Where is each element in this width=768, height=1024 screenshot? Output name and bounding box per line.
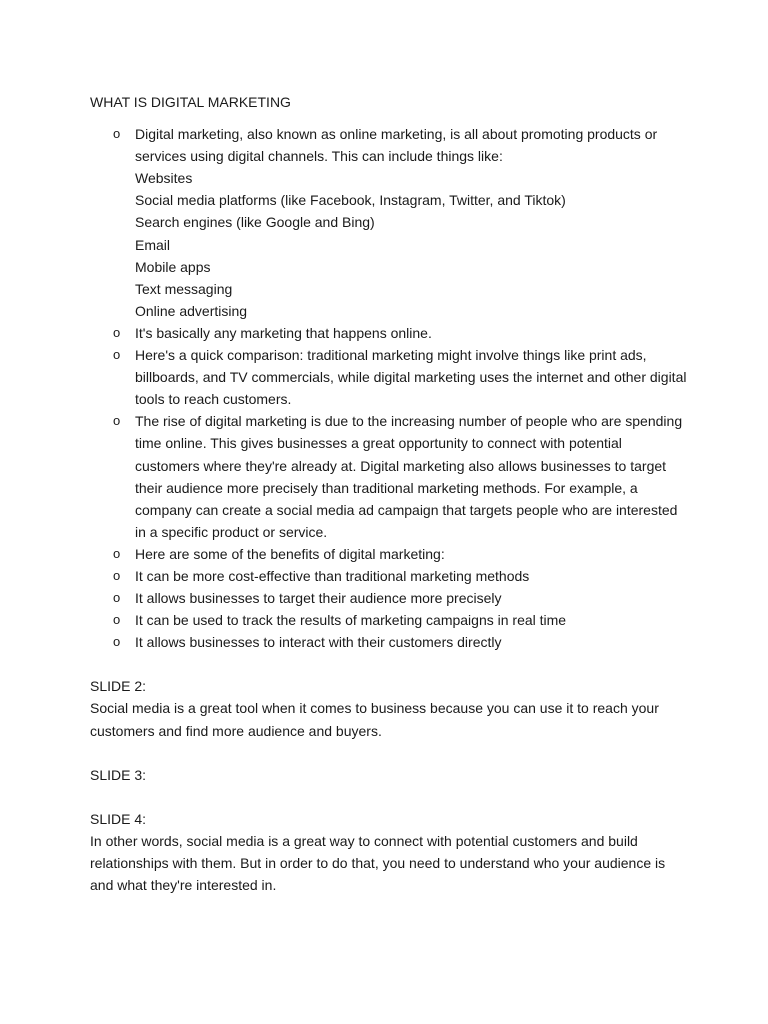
list-item bbox=[90, 609, 690, 631]
list-item-text: It can be used to track the results of marketing campaigns in real time bbox=[135, 612, 567, 629]
bullet-icon: o bbox=[113, 126, 121, 142]
slide-4-section bbox=[90, 808, 690, 896]
document-title: WHAT IS DIGITAL MARKETING bbox=[90, 94, 291, 110]
bullet-icon: o bbox=[113, 567, 121, 583]
slide-3-section bbox=[90, 764, 690, 786]
list-item-text: It's basically any marketing that happens online. bbox=[135, 324, 432, 341]
list-item-text: The rise of digital marketing is due to the increasing number of people who are spending time online. This gives businesses a great opportunity to connect with potential customers where they're already at. Digital marketing also allows businesses to target their audience more precisely than traditional marketing methods. For example, a company can create a social media ad campaign that targets people who are interested in a specific product or service. bbox=[135, 413, 683, 540]
list-item-text: Digital marketing, also known as online marketing, is all about promoting products or services using digital channels. This can include things like: bbox=[135, 126, 658, 165]
sub-item: Social media platforms (like Facebook, Instagram, Twitter, and Tiktok) bbox=[135, 192, 566, 209]
document-page bbox=[90, 91, 690, 896]
list-item bbox=[90, 587, 690, 609]
bullet-icon: o bbox=[113, 347, 121, 363]
slide-2-body: Social media is a great tool when it comes to business because you can use it to reach your customers and find more audience and buyers. bbox=[90, 700, 659, 739]
slide-4-body: In other words, social media is a great way to connect with potential customers and build relationships with them. But in order to do that, you need to understand who your audience is and what they're interested in. bbox=[90, 832, 666, 893]
sub-item: Search engines (like Google and Bing) bbox=[135, 214, 375, 231]
bullet-icon: o bbox=[113, 545, 121, 561]
bullet-icon: o bbox=[113, 612, 121, 628]
slide-4-heading: SLIDE 4: bbox=[90, 810, 147, 827]
list-item-text: It can be more cost-effective than traditional marketing methods bbox=[135, 567, 530, 584]
list-item bbox=[90, 322, 690, 344]
slide-2-heading: SLIDE 2: bbox=[90, 678, 147, 695]
list-item bbox=[90, 543, 690, 565]
slide-3-heading: SLIDE 3: bbox=[90, 766, 147, 783]
bullet-icon: o bbox=[113, 324, 121, 340]
list-item bbox=[90, 344, 690, 410]
list-item-text: Here are some of the benefits of digital marketing: bbox=[135, 545, 445, 562]
list-item bbox=[90, 631, 690, 653]
sub-item: Text messaging bbox=[135, 280, 233, 297]
list-item bbox=[90, 410, 690, 543]
bullet-icon: o bbox=[113, 413, 121, 429]
bullet-list bbox=[90, 123, 690, 653]
sub-item: Websites bbox=[135, 170, 193, 187]
sub-item: Online advertising bbox=[135, 302, 248, 319]
list-item bbox=[90, 565, 690, 587]
list-item-text: It allows businesses to target their audience more precisely bbox=[135, 590, 502, 607]
sub-item: Mobile apps bbox=[135, 258, 211, 275]
list-item-text: It allows businesses to interact with their customers directly bbox=[135, 634, 502, 651]
list-item bbox=[90, 123, 690, 322]
list-item-text: Here's a quick comparison: traditional marketing might involve things like print ads, billboards, and TV commercials, while digital marketing uses the internet and other digital tools to reach customers. bbox=[135, 347, 687, 408]
slide-2-section bbox=[90, 675, 690, 741]
bullet-icon: o bbox=[113, 634, 121, 650]
bullet-icon: o bbox=[113, 590, 121, 606]
sub-item: Email bbox=[135, 236, 171, 253]
